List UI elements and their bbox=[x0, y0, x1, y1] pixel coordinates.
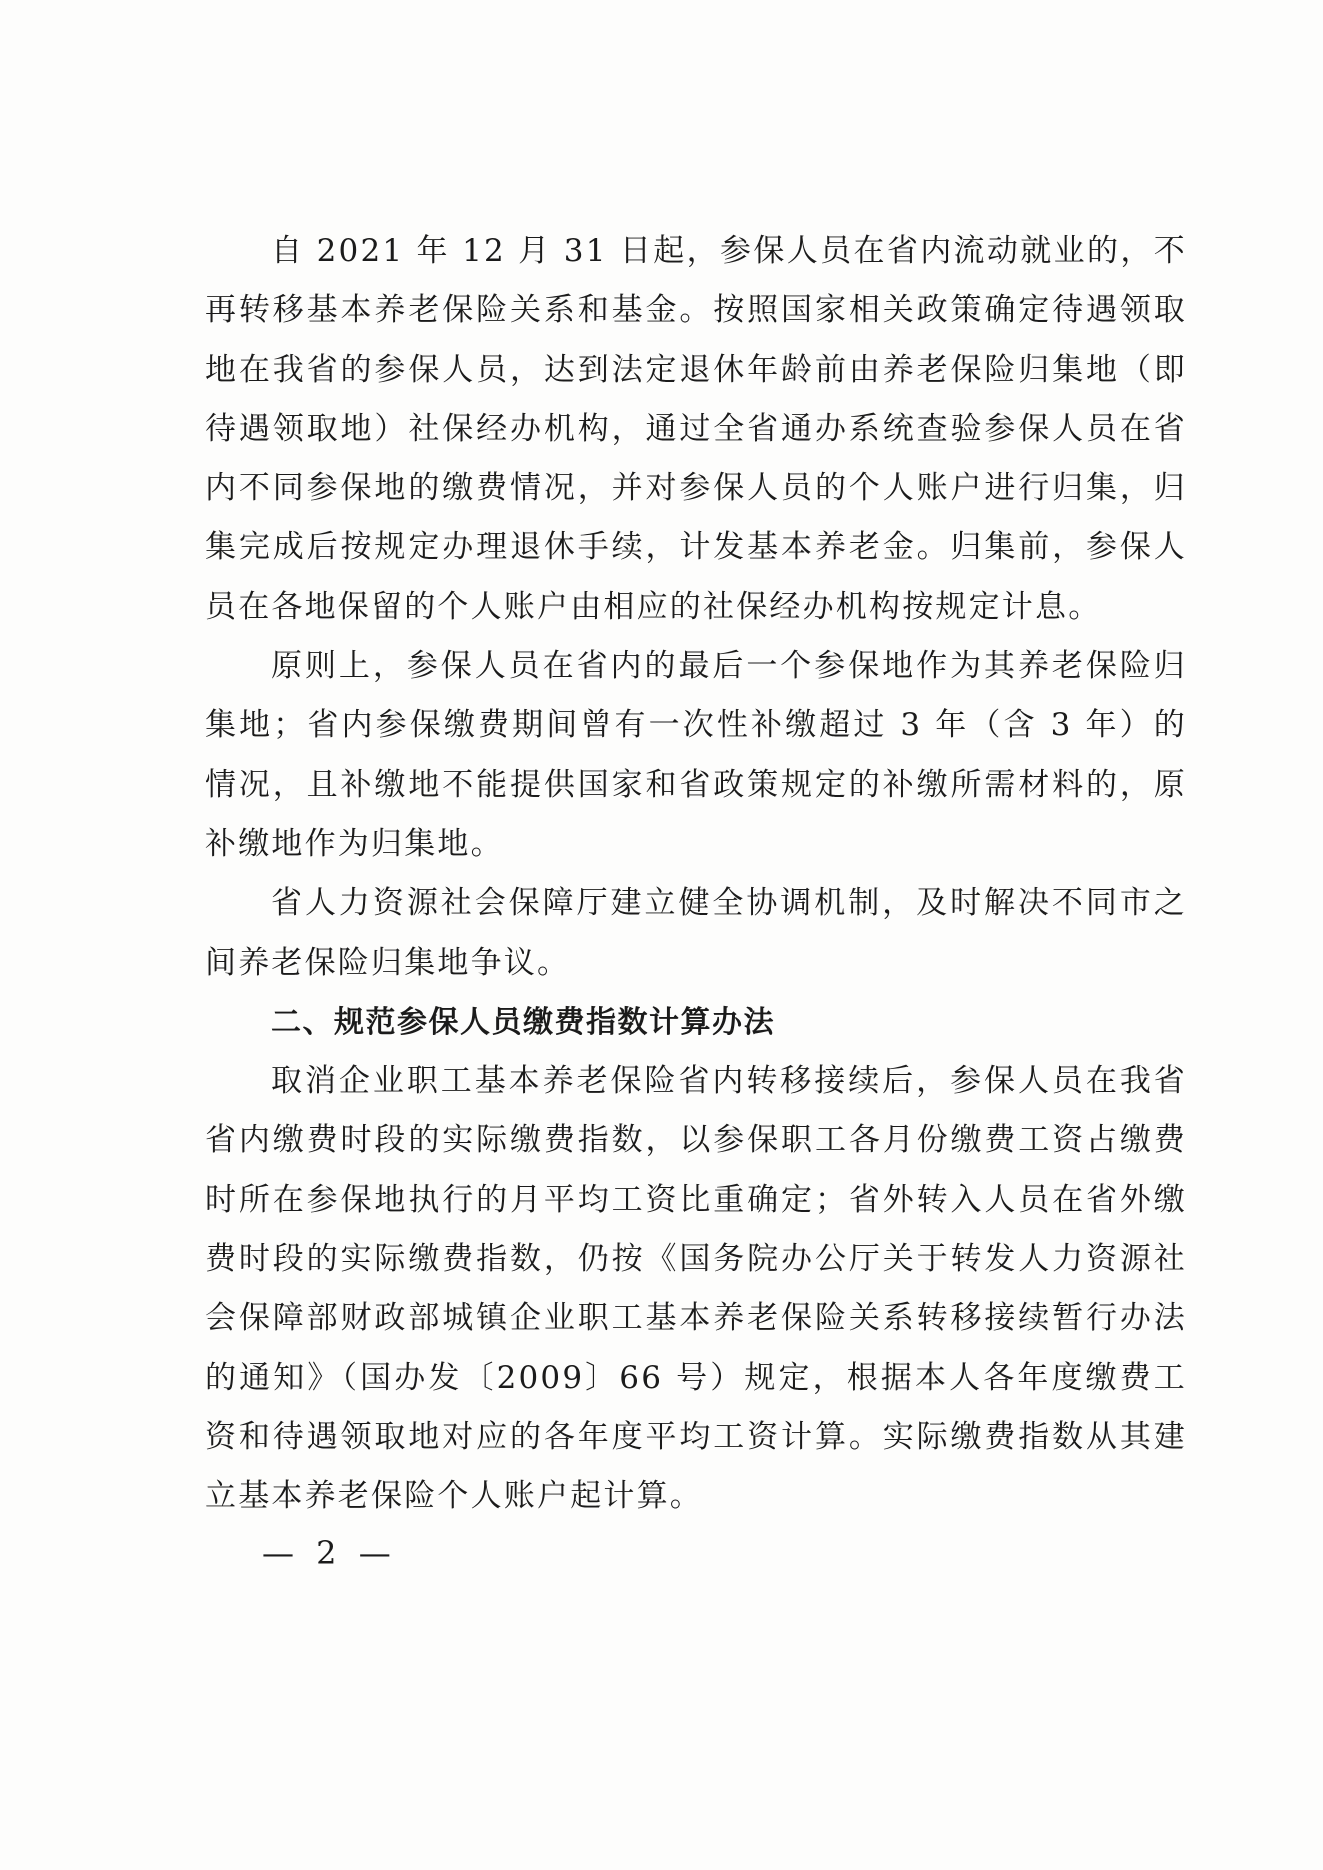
paragraph-coordination-mechanism: 省人力资源社会保障厅建立健全协调机制，及时解决不同市之间养老保险归集地争议。 bbox=[205, 885, 1187, 981]
document-body bbox=[205, 222, 1187, 1527]
page-number: — 2 — bbox=[262, 1534, 397, 1572]
paragraph-pension-aggregation: 自 2021 年 12 月 31 日起，参保人员在省内流动就业的，不再转移基本养老保险关系和基金。按照国家相关政策确定待遇领取地在我省的参保人员，达到法定退休年龄前由养老保险归集地（即待遇领取地）社保经办机构，通过全省通办系统查验参保人员在省内不同参保地的缴费情况，并对参保人员的个人账户进行归集，归集完成后按规定办理退休手续，计发基本养老金。归集前，参保人员在各地保留的个人账户由相应的社保经办机构按规定计息。 bbox=[205, 233, 1187, 625]
section-heading: 二、规范参保人员缴费指数计算办法 bbox=[271, 1004, 775, 1040]
paragraph-contribution-index: 取消企业职工基本养老保险省内转移接续后，参保人员在我省省内缴费时段的实际缴费指数，以参保职工各月份缴费工资占缴费时所在参保地执行的月平均工资比重确定；省外转入人员在省外缴费时段的实际缴费指数，仍按《国务院办公厅关于转发人力资源社会保障部财政部城镇企业职工基本养老保险关系转移接续暂行办法的通知》（国办发〔2009〕66 号）规定，根据本人各年度缴费工资和待遇领取地对应的各年度平均工资计算。实际缴费指数从其建立基本养老保险个人账户起计算。 bbox=[205, 1063, 1187, 1515]
paragraph-aggregation-location-rule: 原则上，参保人员在省内的最后一个参保地作为其养老保险归集地；省内参保缴费期间曾有一次性补缴超过 3 年（含 3 年）的情况，且补缴地不能提供国家和省政策规定的补缴所需材料的，原补缴地作为归集地。 bbox=[205, 648, 1187, 862]
